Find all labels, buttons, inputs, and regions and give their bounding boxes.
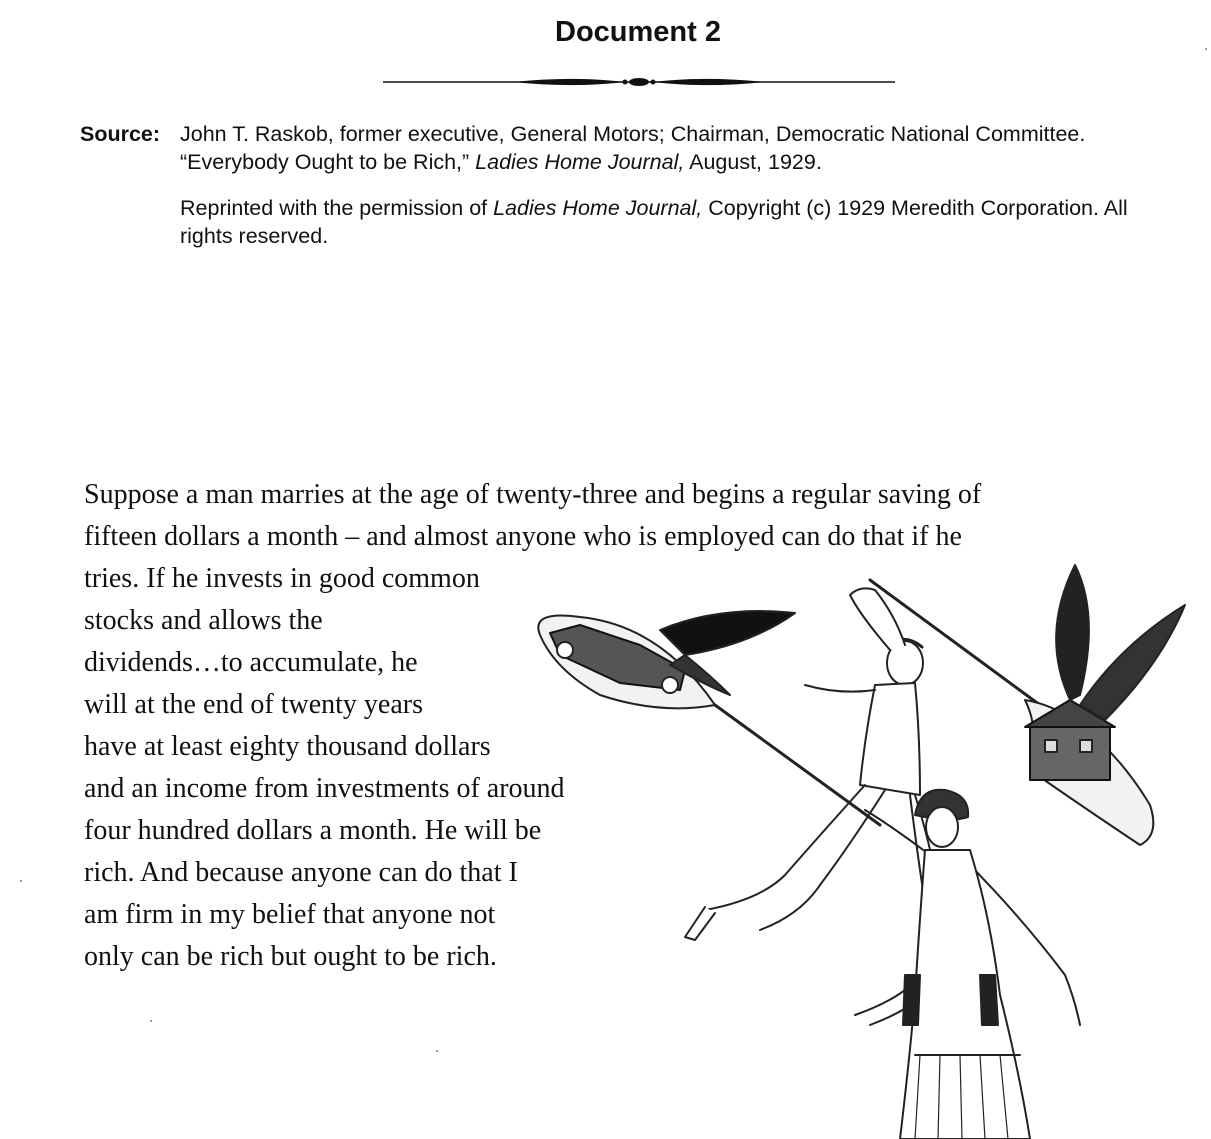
quote-line: am firm in my belief that anyone not	[84, 899, 496, 930]
scan-speck	[436, 1050, 438, 1052]
ornamental-divider-icon	[383, 72, 895, 92]
quote-line: have at least eighty thousand dollars	[84, 731, 491, 762]
quote-line: four hundred dollars a month. He will be	[84, 815, 542, 846]
source-body	[180, 120, 1140, 176]
scan-speck	[20, 880, 22, 882]
reprint-notice	[180, 194, 1140, 250]
source-citation	[80, 120, 1140, 250]
quote-line: will at the end of twenty years	[84, 689, 424, 720]
source-label: Source:	[80, 122, 161, 146]
citation-date: August, 1929.	[684, 150, 822, 174]
citation-text: John T. Raskob, former executive, General Motors; Chairman, Democratic National Committee. “Everybody Ought to be Rich,”	[180, 122, 1086, 174]
citation-journal: Ladies Home Journal,	[475, 150, 685, 174]
reprint-text: Reprinted with the permission of	[180, 196, 494, 220]
quote-line: Suppose a man marries at the age of twenty-three and begins a regular saving of	[84, 479, 982, 510]
quote-line: fifteen dollars a month – and almost anyone who is employed can do that if he	[84, 521, 962, 552]
document-title: Document 2	[555, 16, 721, 48]
reprint-copyright: Copyright (c) 1929 Meredith Corporation. All rights reserved.	[180, 196, 1128, 248]
quote-line: dividends…to accumulate, he	[84, 647, 418, 678]
reprint-journal: Ladies Home Journal,	[493, 196, 703, 220]
quote-line: only can be rich but ought to be rich.	[84, 941, 497, 972]
quote-line: and an income from investments of around	[84, 773, 565, 804]
quote-line: tries. If he invests in good common	[84, 563, 480, 594]
scan-speck	[1205, 48, 1207, 50]
quote-line: stocks and allows the	[84, 605, 323, 636]
quote-line: rich. And because anyone can do that I	[84, 857, 518, 888]
butterfly-catchers-illustration-icon	[520, 555, 1200, 1139]
scan-speck	[150, 1020, 152, 1022]
